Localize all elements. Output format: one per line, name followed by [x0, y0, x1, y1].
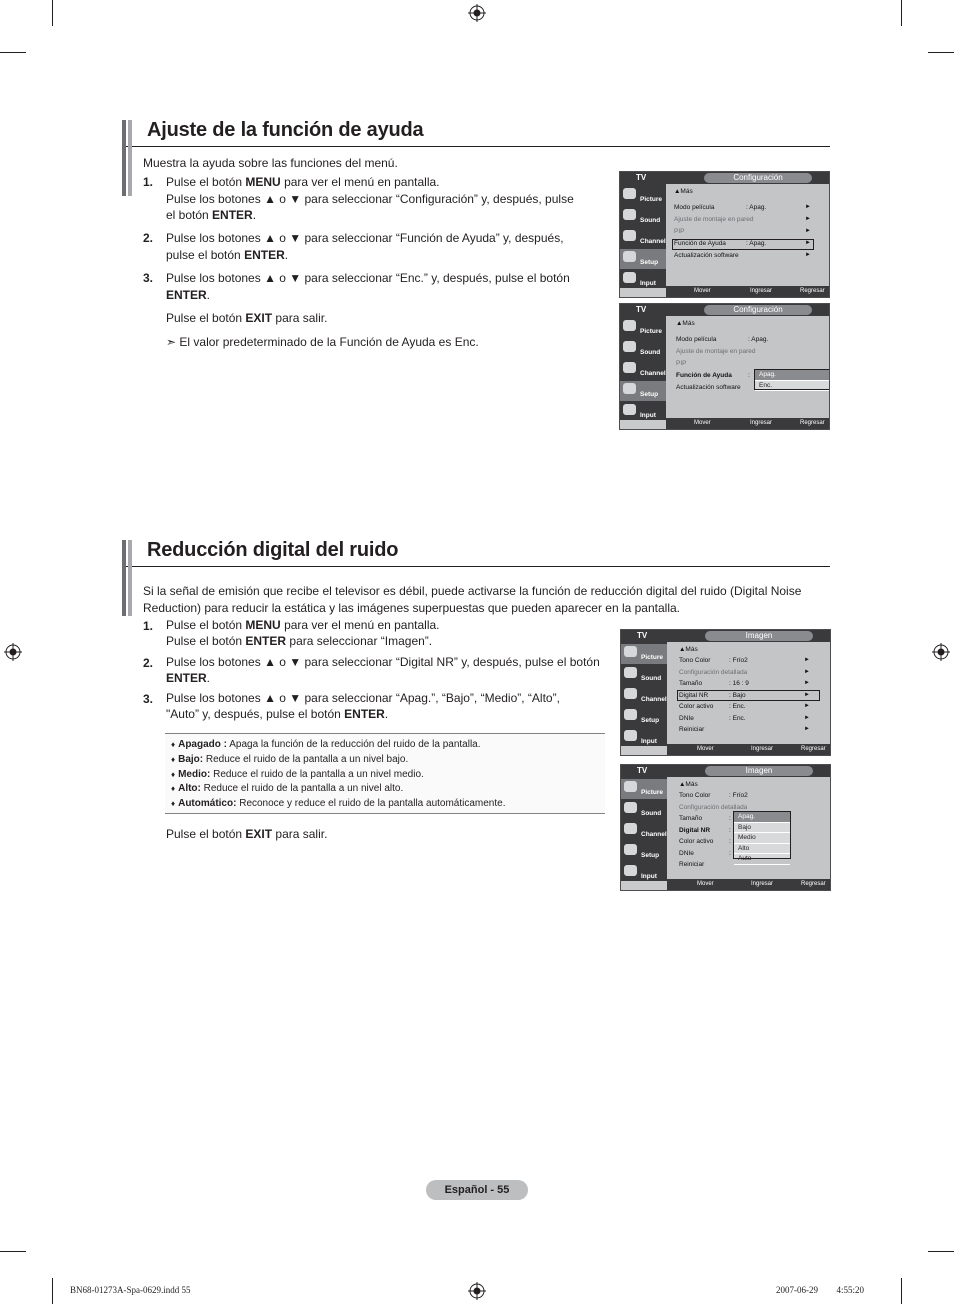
osd-foot-move: Mover	[694, 420, 711, 426]
osd-value: : Apag.	[746, 240, 767, 247]
osd-screen-config	[619, 171, 830, 298]
osd-sidebar	[620, 316, 666, 420]
osd-item: PIP	[676, 360, 687, 367]
osd-value: : Enc.	[729, 715, 746, 722]
osd-footer	[666, 418, 829, 429]
step-text: Pulse los botones ▲ o ▼ para seleccionar “Enc.” y, después, pulse el botón ENTER.	[166, 271, 570, 302]
osd-screen-image	[620, 629, 831, 756]
section-heading	[122, 120, 830, 147]
heading-bar	[128, 540, 132, 616]
step-text: Pulse el botón MENU para ver el menú en pantalla. Pulse los botones ▲ o ▼ para seleccionar “Configuración” y, después, pulse el botón ENTER.	[166, 175, 574, 222]
osd-option: Apag.	[734, 812, 790, 823]
osd-value: : 16 : 9	[729, 680, 749, 687]
osd-value: : Apag.	[748, 336, 769, 343]
note-row: ♦ Alto: Reduce el ruido de la pantalla a un nivel alto.	[171, 783, 404, 795]
note-row: ♦ Bajo: Reduce el ruido de la pantalla a un nivel bajo.	[171, 753, 409, 765]
osd-more: ▲Más	[679, 646, 698, 653]
crop-mark	[901, 1278, 902, 1304]
osd-header	[620, 304, 829, 316]
osd-value: : Apag.	[746, 204, 767, 211]
step-text: Pulse los botones ▲ o ▼ para seleccionar “Función de Ayuda” y, después, pulse el botón ENTER.	[166, 231, 564, 262]
setup-icon	[624, 844, 637, 855]
osd-side-sound: Sound	[620, 339, 666, 359]
step-number: 3.	[143, 692, 154, 706]
osd-screen-image-dropdown	[620, 764, 831, 891]
osd-item: Ajuste de montaje en pared	[674, 216, 754, 223]
section-heading	[122, 540, 830, 567]
crop-mark	[0, 52, 26, 53]
intro-text: Si la señal de emisión que recibe el televisor es débil, puede activarse la función de reducción digital del ruido (Digital Noise Reduction) para reducir la estática y las imágenes superpuestas que pueden aparecer en la pantalla.	[143, 584, 802, 615]
osd-arrow-icon: ►	[804, 680, 810, 686]
osd-tv-label: TV	[636, 173, 647, 182]
setup-icon	[623, 251, 636, 262]
osd-screen-config-dropdown	[619, 303, 830, 430]
osd-more: ▲Más	[679, 781, 698, 788]
osd-title: Configuración	[704, 305, 812, 315]
heading-bar	[122, 540, 126, 616]
step-text: Pulse los botones ▲ o ▼ para seleccionar “Digital NR” y, después, pulse el botón ENTER.	[166, 655, 600, 685]
osd-option: Apag.	[755, 370, 829, 381]
registration-mark-icon	[4, 643, 22, 661]
osd-foot-back: Regresar	[801, 746, 826, 752]
osd-footer	[666, 286, 829, 297]
osd-option: Enc.	[755, 381, 829, 392]
sound-icon	[624, 802, 637, 813]
osd-item: Modo película	[674, 204, 715, 211]
registration-mark-icon	[468, 1282, 486, 1300]
osd-side-channel: Channel	[620, 360, 666, 380]
step-number: 1.	[143, 175, 154, 189]
osd-value: :	[748, 372, 750, 379]
page-number: Español - 55	[426, 1180, 528, 1200]
osd-header	[621, 630, 830, 642]
osd-title: Configuración	[704, 173, 812, 183]
osd-arrow-icon: ►	[805, 216, 811, 222]
note-text: ➣ El valor predeterminado de la Función de Ayuda es Enc.	[166, 335, 479, 349]
osd-value: : Enc.	[729, 703, 746, 710]
osd-side-input: Input	[621, 728, 667, 748]
osd-side-input: Input	[620, 402, 666, 422]
picture-icon	[624, 781, 637, 792]
osd-menu	[667, 642, 830, 746]
notes-box	[165, 733, 605, 814]
note-arrow-icon: ➣	[166, 335, 177, 349]
bullet-icon: ♦	[171, 769, 176, 779]
setup-icon	[624, 709, 637, 720]
crop-mark	[901, 0, 902, 26]
osd-header	[620, 172, 829, 184]
osd-side-setup: Setup	[621, 707, 667, 727]
osd-option: Auto	[734, 854, 790, 865]
osd-value: : Frío2	[729, 792, 748, 799]
osd-side-sound: Sound	[621, 665, 667, 685]
osd-menu	[666, 184, 829, 288]
note-row: ♦ Automático: Reconoce y reduce el ruido de la pantalla automáticamente.	[171, 798, 506, 810]
osd-option: Bajo	[734, 823, 790, 834]
osd-item: Función de Ayuda	[674, 240, 726, 247]
heading-bar	[122, 120, 126, 196]
sound-icon	[623, 209, 636, 220]
osd-foot-move: Mover	[697, 881, 714, 887]
osd-item: Reiniciar	[679, 726, 705, 733]
osd-item: DNIe	[679, 850, 694, 857]
note-row: ♦ Medio: Reduce el ruido de la pantalla a un nivel medio.	[171, 768, 424, 780]
osd-dropdown	[754, 369, 830, 390]
osd-side-input: Input	[620, 270, 666, 290]
osd-tv-label: TV	[637, 631, 648, 640]
osd-item: Actualización software	[676, 384, 741, 391]
osd-arrow-icon: ►	[804, 669, 810, 675]
osd-foot-move: Mover	[697, 746, 714, 752]
osd-side-channel: Channel	[621, 686, 667, 706]
osd-side-sound: Sound	[620, 207, 666, 227]
channel-icon	[624, 688, 637, 699]
picture-icon	[623, 188, 636, 199]
osd-item: Actualización software	[674, 252, 739, 259]
osd-dropdown	[733, 811, 791, 862]
osd-title: Imagen	[705, 766, 813, 776]
bullet-icon: ♦	[171, 799, 176, 809]
osd-menu	[666, 316, 829, 420]
crop-mark	[52, 1278, 53, 1304]
osd-arrow-icon: ►	[804, 726, 810, 732]
osd-side-setup: Setup	[620, 381, 666, 401]
osd-more: ▲Más	[676, 320, 695, 327]
osd-side-picture: Picture	[620, 186, 666, 206]
osd-item: Color activo	[679, 703, 714, 710]
osd-title: Imagen	[705, 631, 813, 641]
heading-bar	[128, 120, 132, 196]
osd-footer	[667, 744, 830, 755]
input-icon	[624, 730, 637, 741]
osd-item: Configuración detallada	[679, 669, 748, 676]
osd-item: Tono Color	[679, 792, 711, 799]
osd-arrow-icon: ►	[804, 715, 810, 721]
setup-icon	[623, 383, 636, 394]
registration-mark-icon	[468, 4, 486, 22]
channel-icon	[623, 230, 636, 241]
osd-foot-move: Mover	[694, 288, 711, 294]
osd-side-setup: Setup	[620, 249, 666, 269]
osd-item: DNIe	[679, 715, 694, 722]
osd-side-channel: Channel	[621, 821, 667, 841]
osd-arrow-icon: ►	[805, 252, 811, 258]
osd-arrow-icon: ►	[805, 204, 811, 210]
osd-more: ▲Más	[674, 188, 693, 195]
exit-text: Pulse el botón EXIT para salir.	[166, 827, 328, 841]
registration-mark-icon	[932, 643, 950, 661]
crop-mark	[928, 52, 954, 53]
osd-menu	[667, 777, 830, 881]
osd-sidebar	[621, 642, 667, 746]
osd-item: Función de Ayuda	[676, 372, 732, 379]
intro-text: Muestra la ayuda sobre las funciones del menú.	[143, 156, 398, 170]
osd-option: Alto	[734, 844, 790, 855]
osd-foot-back: Regresar	[800, 288, 825, 294]
osd-item: Ajuste de montaje en pared	[676, 348, 756, 355]
osd-tv-label: TV	[636, 305, 647, 314]
picture-icon	[623, 320, 636, 331]
bullet-icon: ♦	[171, 740, 176, 749]
osd-arrow-icon: ►	[805, 240, 811, 246]
osd-item: Reiniciar	[679, 861, 705, 868]
osd-sidebar	[621, 777, 667, 881]
step-number: 2.	[143, 656, 154, 670]
osd-foot-enter: Ingresar	[750, 288, 773, 294]
osd-arrow-icon: ►	[805, 228, 811, 234]
input-icon	[623, 272, 636, 283]
osd-value: :	[729, 827, 731, 834]
crop-mark	[52, 0, 53, 26]
crop-mark	[928, 1251, 954, 1252]
osd-foot-back: Regresar	[801, 881, 826, 887]
osd-item: Digital NR	[679, 692, 709, 699]
osd-foot-enter: Ingresar	[751, 746, 774, 752]
osd-item: Tamaño	[679, 815, 703, 822]
osd-value: : Bajo	[729, 692, 746, 699]
sound-icon	[623, 341, 636, 352]
osd-item: Tamaño	[679, 680, 703, 687]
picture-icon	[624, 646, 637, 657]
slug-left: BN68-01273A-Spa-0629.indd 55	[70, 1285, 191, 1295]
osd-side-setup: Setup	[621, 842, 667, 862]
osd-side-channel: Channel	[620, 228, 666, 248]
osd-foot-enter: Ingresar	[751, 881, 774, 887]
section-title: Ajuste de la función de ayuda	[147, 119, 424, 141]
osd-side-picture: Picture	[621, 644, 667, 664]
osd-foot-back: Regresar	[800, 420, 825, 426]
step-number: 1.	[143, 619, 154, 633]
osd-arrow-icon: ►	[804, 657, 810, 663]
slug-right: 2007-06-29 􀀀􀀀 4:55:20	[776, 1285, 864, 1295]
osd-header	[621, 765, 830, 777]
osd-item: Configuración detallada	[679, 804, 748, 811]
osd-arrow-icon: ►	[804, 692, 810, 698]
osd-value: :	[729, 815, 731, 822]
channel-icon	[623, 362, 636, 373]
osd-item: Color activo	[679, 838, 714, 845]
osd-arrow-icon: ►	[804, 703, 810, 709]
osd-foot-enter: Ingresar	[750, 420, 773, 426]
osd-value: :	[729, 850, 731, 857]
osd-value: :	[729, 838, 731, 845]
crop-mark	[0, 1251, 26, 1252]
osd-side-picture: Picture	[621, 779, 667, 799]
osd-tv-label: TV	[637, 766, 648, 775]
osd-item: Digital NR	[679, 827, 711, 834]
step-text: Pulse el botón MENU para ver el menú en pantalla. Pulse el botón ENTER para seleccionar “Imagen”.	[166, 618, 440, 648]
osd-side-picture: Picture	[620, 318, 666, 338]
bullet-icon: ♦	[171, 754, 176, 764]
osd-item: PIP	[674, 228, 685, 235]
osd-item: Modo película	[676, 336, 717, 343]
channel-icon	[624, 823, 637, 834]
sound-icon	[624, 667, 637, 678]
step-number: 2.	[143, 231, 154, 245]
step-number: 3.	[143, 271, 154, 285]
osd-item: Tono Color	[679, 657, 711, 664]
note-row: ♦ Apagado : Apaga la función de la reducción del ruido de la pantalla.	[171, 739, 481, 750]
osd-side-input: Input	[621, 863, 667, 883]
input-icon	[624, 865, 637, 876]
step-text: Pulse los botones ▲ o ▼ para seleccionar “Apag.”, “Bajo”, “Medio”, “Alto”, "Auto” y, después, pulse el botón ENTER.	[166, 691, 560, 721]
osd-sidebar	[620, 184, 666, 288]
section-title: Reducción digital del ruido	[147, 539, 399, 561]
input-icon	[623, 404, 636, 415]
bullet-icon: ♦	[171, 784, 176, 794]
osd-footer	[667, 879, 830, 890]
osd-side-sound: Sound	[621, 800, 667, 820]
exit-text: Pulse el botón EXIT para salir.	[166, 311, 328, 325]
osd-option: Medio	[734, 833, 790, 844]
osd-value: : Frío2	[729, 657, 748, 664]
